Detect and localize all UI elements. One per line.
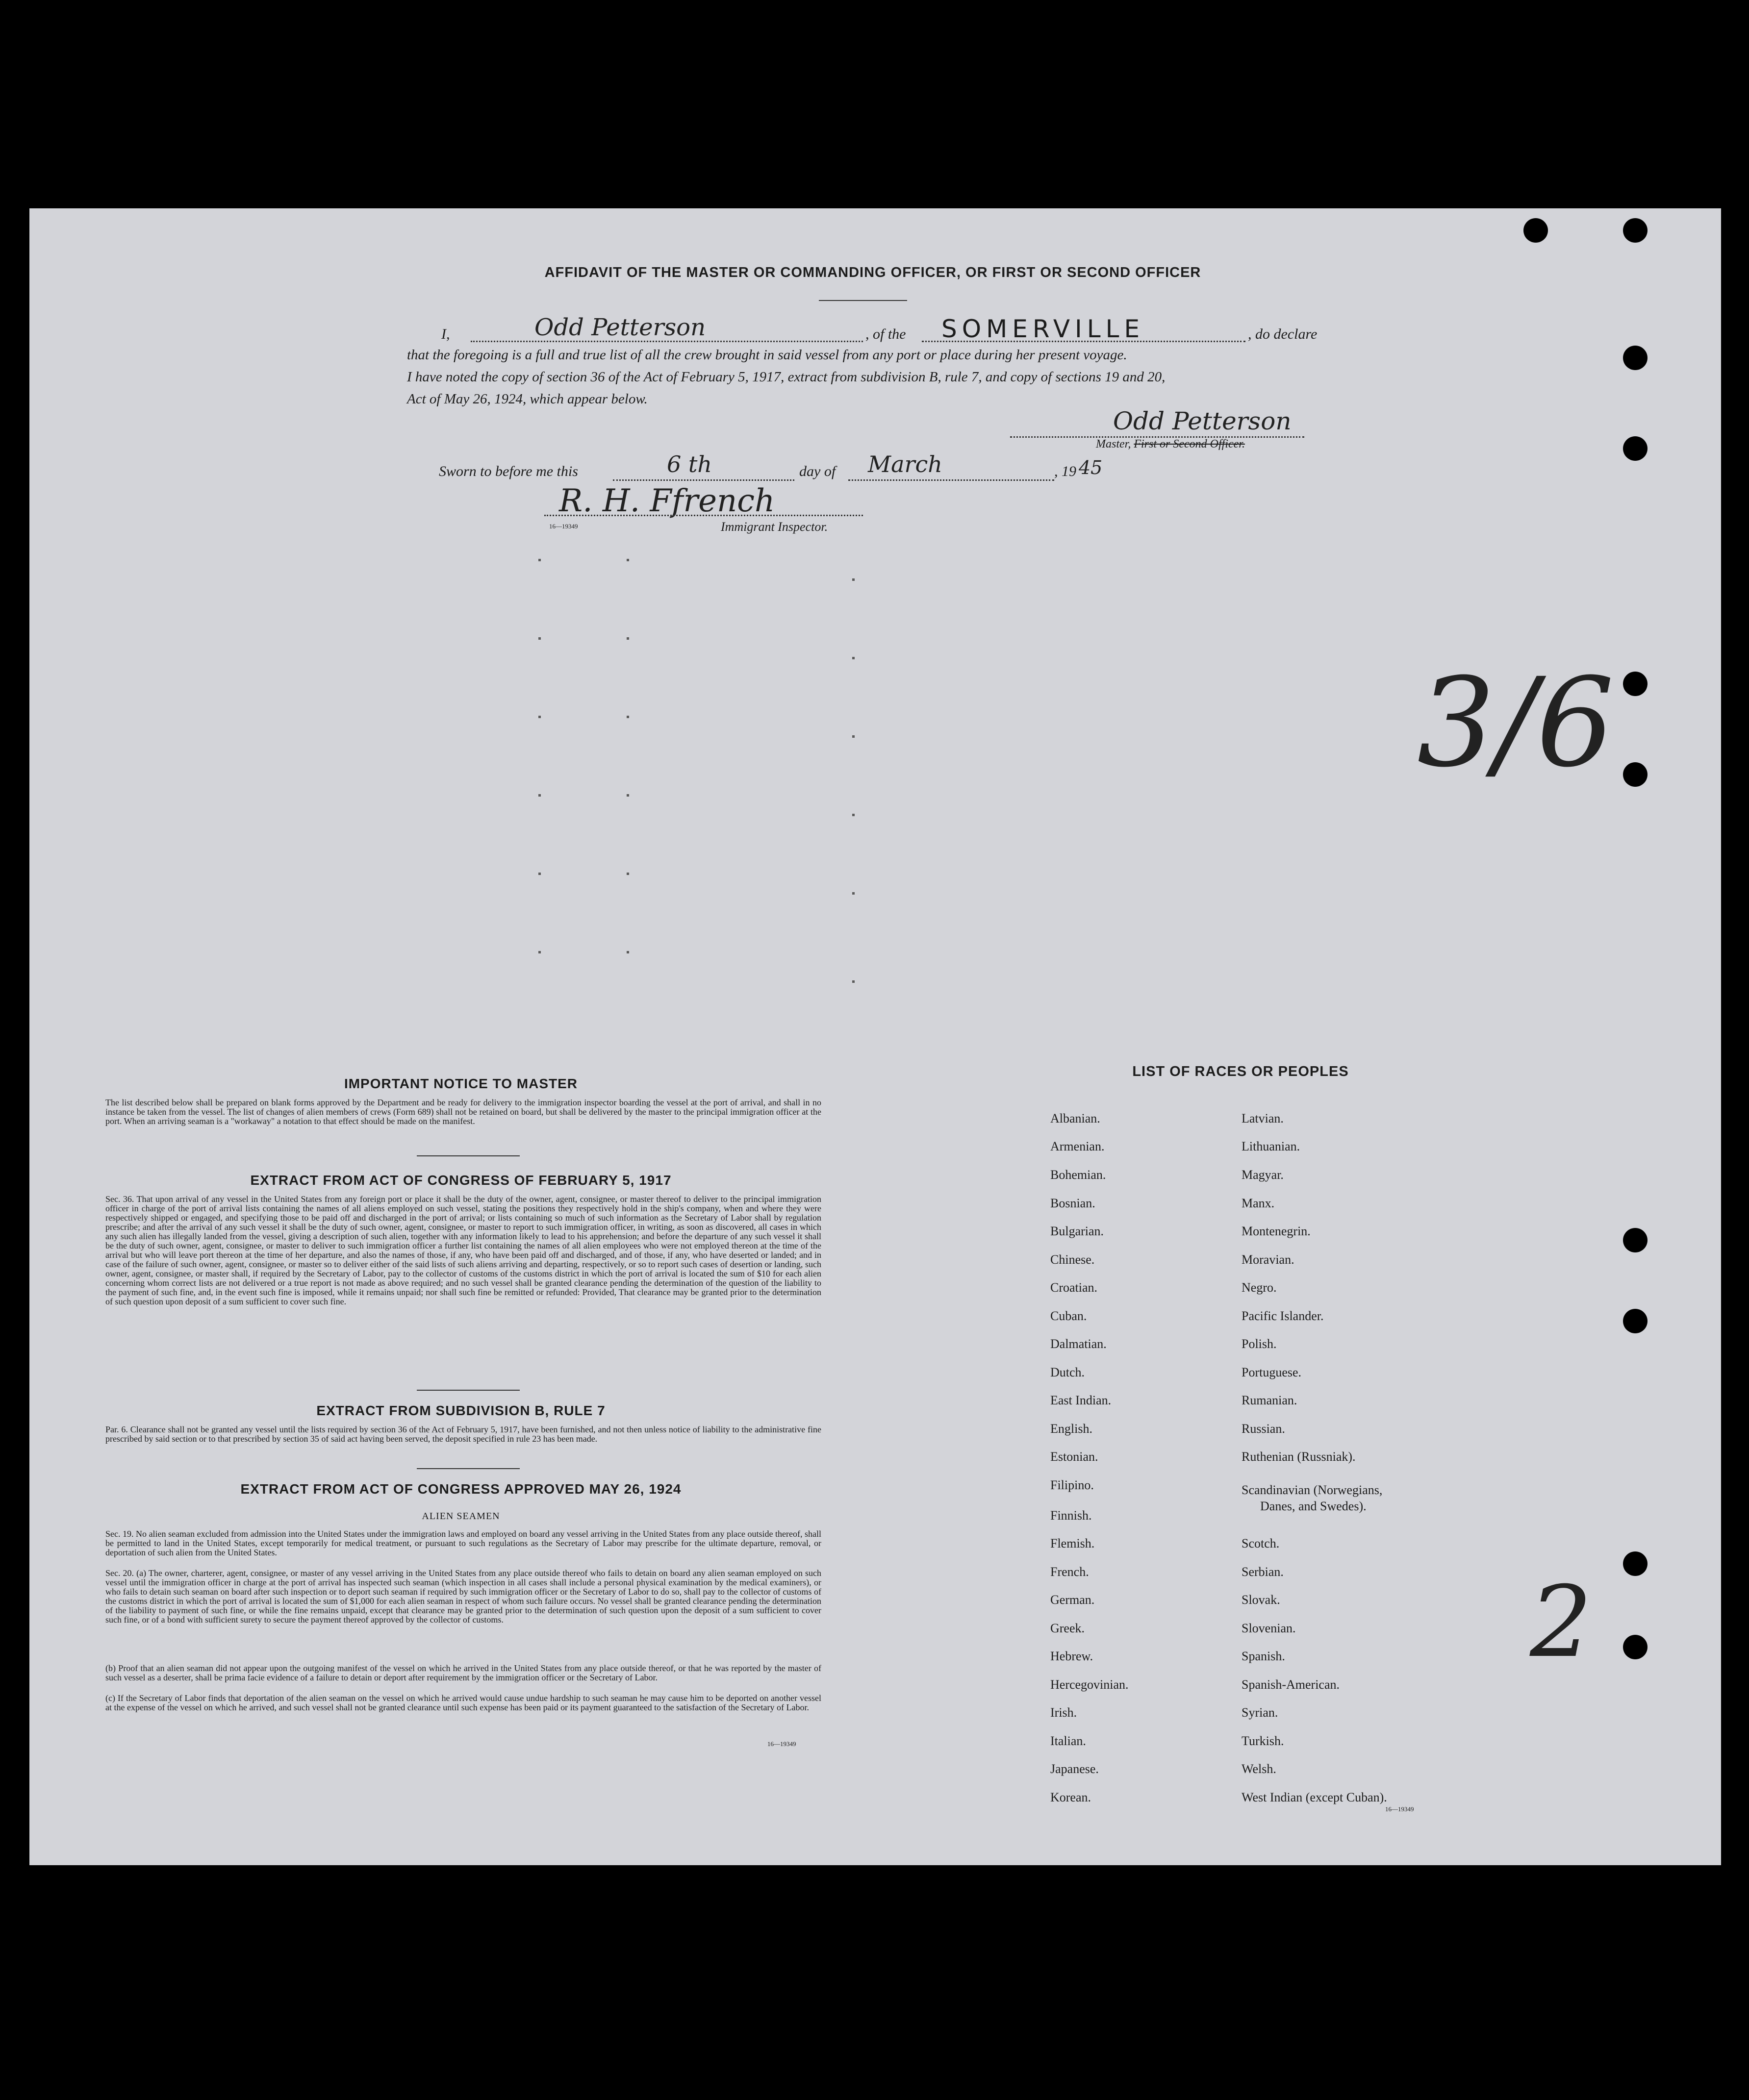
races-form-number: 16—19349 xyxy=(1385,1805,1414,1813)
race-item: Montenegrin. xyxy=(1242,1224,1311,1238)
race-item: Rumanian. xyxy=(1242,1393,1297,1407)
dot-mark xyxy=(538,794,541,797)
race-item: Portuguese. xyxy=(1242,1365,1302,1379)
race-item: Albanian. xyxy=(1050,1111,1100,1125)
race-item: Ruthenian (Russniak). xyxy=(1242,1450,1356,1464)
extract-form-number: 16—19349 xyxy=(767,1740,796,1748)
number-annotation: 2 xyxy=(1530,1565,1593,1679)
race-item: Syrian. xyxy=(1242,1705,1278,1720)
race-item: Dutch. xyxy=(1050,1365,1085,1379)
race-item: Croatian. xyxy=(1050,1280,1098,1295)
punch-hole xyxy=(1523,218,1548,243)
race-item: Moravian. xyxy=(1242,1252,1294,1267)
punch-hole xyxy=(1623,1228,1648,1252)
struck-officer-title: First or Second Officer. xyxy=(1134,438,1245,450)
race-item: German. xyxy=(1050,1593,1095,1607)
extract-1924-sec20a: Sec. 20. (a) The owner, charterer, agent, consignee, or master of any vessel arriving in the United States from any place outside thereof who fails to detain on board any alien seaman employed on such vessel until the immigration officer in charge at the port of arrival has inspected such seaman (which inspection in all cases shall include a personal physical examination by the medical examiners), or who fails to detain such seaman on board after such inspection or to deport such seaman if required by such immigration officer or the Secretary of Labor to do so, shall pay to the collector of customs of the customs district in which the port of arrival is located the sum of $1,000 for each alien seaman in respect of whom such failure occurs. No vessel shall be granted clearance pending the determination of the liability to payment of such fine, or while the fine remains unpaid, except that clearance may be granted prior to the determination of such question upon the deposit of a sum sufficient to cover such fine, or of a bond with sufficient surety to secure the payment thereof approved by the collector of customs. xyxy=(105,1568,821,1625)
dot-mark xyxy=(538,951,541,953)
race-item: Chinese. xyxy=(1050,1252,1095,1267)
race-item: Bulgarian. xyxy=(1050,1224,1104,1238)
dot-mark xyxy=(852,735,855,738)
dot-mark xyxy=(538,716,541,718)
fraction-annotation: 3/6 xyxy=(1417,651,1615,794)
extract-1924-sec20c: (c) If the Secretary of Labor finds that deportation of the alien seaman on the vessel on which he arrived would cause undue hardship to such seaman he may cause him to be deported on another vessel at the expense of the vessel on which he arrived, and such vessel shall not be granted clearance until such expense has been paid or its payment guaranteed to the satisfaction of the Secretary of Labor. xyxy=(105,1693,821,1712)
race-item: Hercegovinian. xyxy=(1050,1677,1129,1692)
race-item: Bohemian. xyxy=(1050,1168,1106,1182)
notice-divider xyxy=(417,1155,520,1156)
sworn-day: 6 th xyxy=(667,451,712,477)
rule7-text: Par. 6. Clearance shall not be granted any vessel until the lists required by section 36 of the Act of February 5, 1917, have been furnished, and not then unless notice of liability to the administrative fine prescribed by said section or to that prescribed by section 35 of said act having been served, the deposit specified in rule 23 has been made. xyxy=(105,1425,821,1444)
race-item: French. xyxy=(1050,1565,1089,1579)
race-item: Polish. xyxy=(1242,1337,1277,1351)
affidavit-form-number: 16—19349 xyxy=(549,523,578,530)
race-item: Russian. xyxy=(1242,1422,1285,1436)
race-item: Japanese. xyxy=(1050,1762,1099,1776)
race-item: Finnish. xyxy=(1050,1508,1092,1523)
race-item: Negro. xyxy=(1242,1280,1277,1295)
race-item: Latvian. xyxy=(1242,1111,1284,1125)
dot-mark xyxy=(627,951,629,953)
do-declare: , do declare xyxy=(1248,326,1318,342)
race-item: English. xyxy=(1050,1422,1092,1436)
race-item: Dalmatian. xyxy=(1050,1337,1107,1351)
master-name: Odd Petterson xyxy=(534,314,706,341)
extract-1917-text: Sec. 36. That upon arrival of any vessel in the United States from any foreign port or place it shall be the duty of the owner, agent, consignee, or master thereof to deliver to the principal immigration officer in charge of the port of arrival lists containing the names of all aliens employed on such vessel, stating the positions they respectively hold in the ship's company, when and where they were respectively shipped or engaged, and specifying those to be paid off and discharged in the port of arrival; or lists containing so much of such information as the Secretary of Labor shall by regulation prescribe; and after the arrival of any such vessel it shall be the duty of such owner, agent, consignee, or master to report to such immigration officer, in writing, as soon as discovered, all cases in which any such alien has illegally landed from the vessel, giving a description of such alien, together with any information likely to lead to his apprehension; and before the departure of any such vessel it shall be the duty of such owner, agent, consignee, or master to deliver to such immigration officer a further list containing the names of all alien employees who were not employed thereon at the time of the arrival but who will leave port thereon at the time of her departure, and also the names of those, if any, who have been paid off and discharged, and of those, if any, who have deserted or landed; and in case of the failure of such owner, agent, consignee, or master so to deliver either of the said lists of such aliens arriving and departing, respectively, or so to report such cases of desertion or landing, such owner, agent, consignee, or master shall, if required by the Secretary of Labor, pay to the collector of customs of the customs district in which the port of arrival is located the sum of $10 for each alien concerning whom correct lists are not delivered or a true report is not made as above required; and no such vessel shall be granted clearance pending the determination of the question of the liability to the payment of such fine, and, in the event such fine is imposed, while it remains unpaid; nor shall such fine be remitted or refunded: Provided, That clearance may be granted prior to the determination of such question upon deposit of a sum sufficient to cover such fine. xyxy=(105,1194,821,1306)
race-item: Bosnian. xyxy=(1050,1196,1095,1210)
rule7-divider xyxy=(417,1468,520,1469)
dot-mark xyxy=(538,559,541,561)
race-item-continuation: Danes, and Swedes). xyxy=(1260,1499,1367,1513)
dot-mark xyxy=(852,578,855,581)
dot-mark xyxy=(627,716,629,718)
dot-mark xyxy=(627,559,629,561)
race-item: Scotch. xyxy=(1242,1536,1280,1550)
race-item: Hebrew. xyxy=(1050,1649,1093,1663)
punch-hole xyxy=(1623,1551,1648,1576)
dot-mark xyxy=(627,873,629,875)
race-item: Greek. xyxy=(1050,1621,1085,1635)
alien-seamen-subheading: ALIEN SEAMEN xyxy=(422,1511,500,1522)
race-item: Lithuanian. xyxy=(1242,1139,1300,1153)
punch-hole xyxy=(1623,762,1648,787)
extract-1917-heading: EXTRACT FROM ACT OF CONGRESS OF FEBRUARY 5, 1917 xyxy=(250,1173,672,1188)
sworn-month: March xyxy=(868,451,942,477)
affidavit-line-3: I have noted the copy of section 36 of the Act of February 5, 1917, extract from subdivision B, rule 7, and copy of sections 19 and 20, xyxy=(407,369,1166,385)
affidavit-line-4: Act of May 26, 1924, which appear below. xyxy=(407,391,648,407)
inspector-title: Immigrant Inspector. xyxy=(721,520,828,534)
of-the-label: , of the xyxy=(865,326,906,342)
punch-hole xyxy=(1623,1309,1648,1333)
year-suffix: 45 xyxy=(1079,457,1103,478)
inspector-signature: R. H. Ffrench xyxy=(559,483,775,519)
punch-hole xyxy=(1623,1635,1648,1659)
dot-mark xyxy=(852,814,855,816)
vessel-name: SOMERVILLE xyxy=(941,315,1145,343)
affidavit-line-2: that the foregoing is a full and true list of all the crew brought in said vessel from any port or place during her present voyage. xyxy=(407,347,1127,363)
extract-1924-sec20b: (b) Proof that an alien seaman did not appear upon the outgoing manifest of the vessel on which he arrived in the United States from any place outside thereof, or that he was reported by the master of such vessel as a deserter, shall be prima facie evidence of a failure to detain or deport after requirement by the immigration officer or the Secretary of Labor. xyxy=(105,1663,821,1682)
master-signature: Odd Petterson xyxy=(1113,407,1292,435)
dot-mark xyxy=(852,892,855,895)
year-prefix: , 19 xyxy=(1054,463,1076,479)
extract-1924-sec19: Sec. 19. No alien seaman excluded from admission into the United States under the immigration laws and employed on board any vessel arriving in the United States from any place outside thereof, shall be permitted to land in the United States, except temporarily for medical treatment, or pursuant to such regulations as the Secretary of Labor may prescribe for the ultimate departure, removal, or deportation of such alien from the United States. xyxy=(105,1529,821,1557)
race-item: Scandinavian (Norwegians, xyxy=(1242,1483,1383,1497)
dot-mark xyxy=(627,794,629,797)
notice-heading: IMPORTANT NOTICE TO MASTER xyxy=(344,1076,578,1091)
race-item: Armenian. xyxy=(1050,1139,1105,1153)
race-item: Welsh. xyxy=(1242,1762,1276,1776)
race-item: Slovak. xyxy=(1242,1593,1280,1607)
race-item: Spanish-American. xyxy=(1242,1677,1340,1692)
extract-1917-divider xyxy=(417,1390,520,1391)
dot-mark xyxy=(538,637,541,640)
sworn-label: Sworn to before me this xyxy=(439,463,578,479)
punch-hole xyxy=(1623,672,1648,696)
punch-hole xyxy=(1623,218,1648,243)
race-item: Manx. xyxy=(1242,1196,1275,1210)
master-title-label: Master, xyxy=(1096,438,1131,450)
dot-mark xyxy=(852,657,855,659)
affidavit-heading: AFFIDAVIT OF THE MASTER OR COMMANDING OFFICER, OR FIRST OR SECOND OFFICER xyxy=(544,265,1201,280)
rule7-heading: EXTRACT FROM SUBDIVISION B, RULE 7 xyxy=(316,1403,606,1418)
race-item: Irish. xyxy=(1050,1705,1077,1720)
race-item: East Indian. xyxy=(1050,1393,1112,1407)
race-item: Turkish. xyxy=(1242,1734,1284,1748)
race-item: Magyar. xyxy=(1242,1168,1284,1182)
punch-hole xyxy=(1623,346,1648,370)
race-item: West Indian (except Cuban). xyxy=(1242,1790,1387,1804)
race-item: Italian. xyxy=(1050,1734,1086,1748)
punch-hole xyxy=(1623,436,1648,461)
race-item: Korean. xyxy=(1050,1790,1091,1804)
race-item: Flemish. xyxy=(1050,1536,1095,1550)
race-item: Spanish. xyxy=(1242,1649,1285,1663)
race-item: Cuban. xyxy=(1050,1309,1087,1323)
race-item: Slovenian. xyxy=(1242,1621,1296,1635)
races-heading: LIST OF RACES OR PEOPLES xyxy=(1132,1064,1349,1079)
race-item: Pacific Islander. xyxy=(1242,1309,1324,1323)
race-item: Filipino. xyxy=(1050,1478,1094,1492)
day-of-label: day of xyxy=(799,463,836,479)
dot-mark xyxy=(627,637,629,640)
i-label: I, xyxy=(441,326,450,342)
race-item: Serbian. xyxy=(1242,1565,1284,1579)
notice-text: The list described below shall be prepared on blank forms approved by the Department and be ready for delivery to the immigration inspector boarding the vessel at the port of arrival, and shall in no instance be taken from the vessel. The list of changes of alien members of crews (Form 689) shall not be retained on board, but shall be delivered by the master to the principal immigration officer at the port. When an arriving seaman is a "workaway" a notation to that effect should be made on the manifest. xyxy=(105,1098,821,1126)
extract-1924-heading: EXTRACT FROM ACT OF CONGRESS APPROVED MAY 26, 1924 xyxy=(240,1481,682,1497)
dot-mark xyxy=(852,980,855,983)
dot-mark xyxy=(538,873,541,875)
race-item: Estonian. xyxy=(1050,1450,1098,1464)
